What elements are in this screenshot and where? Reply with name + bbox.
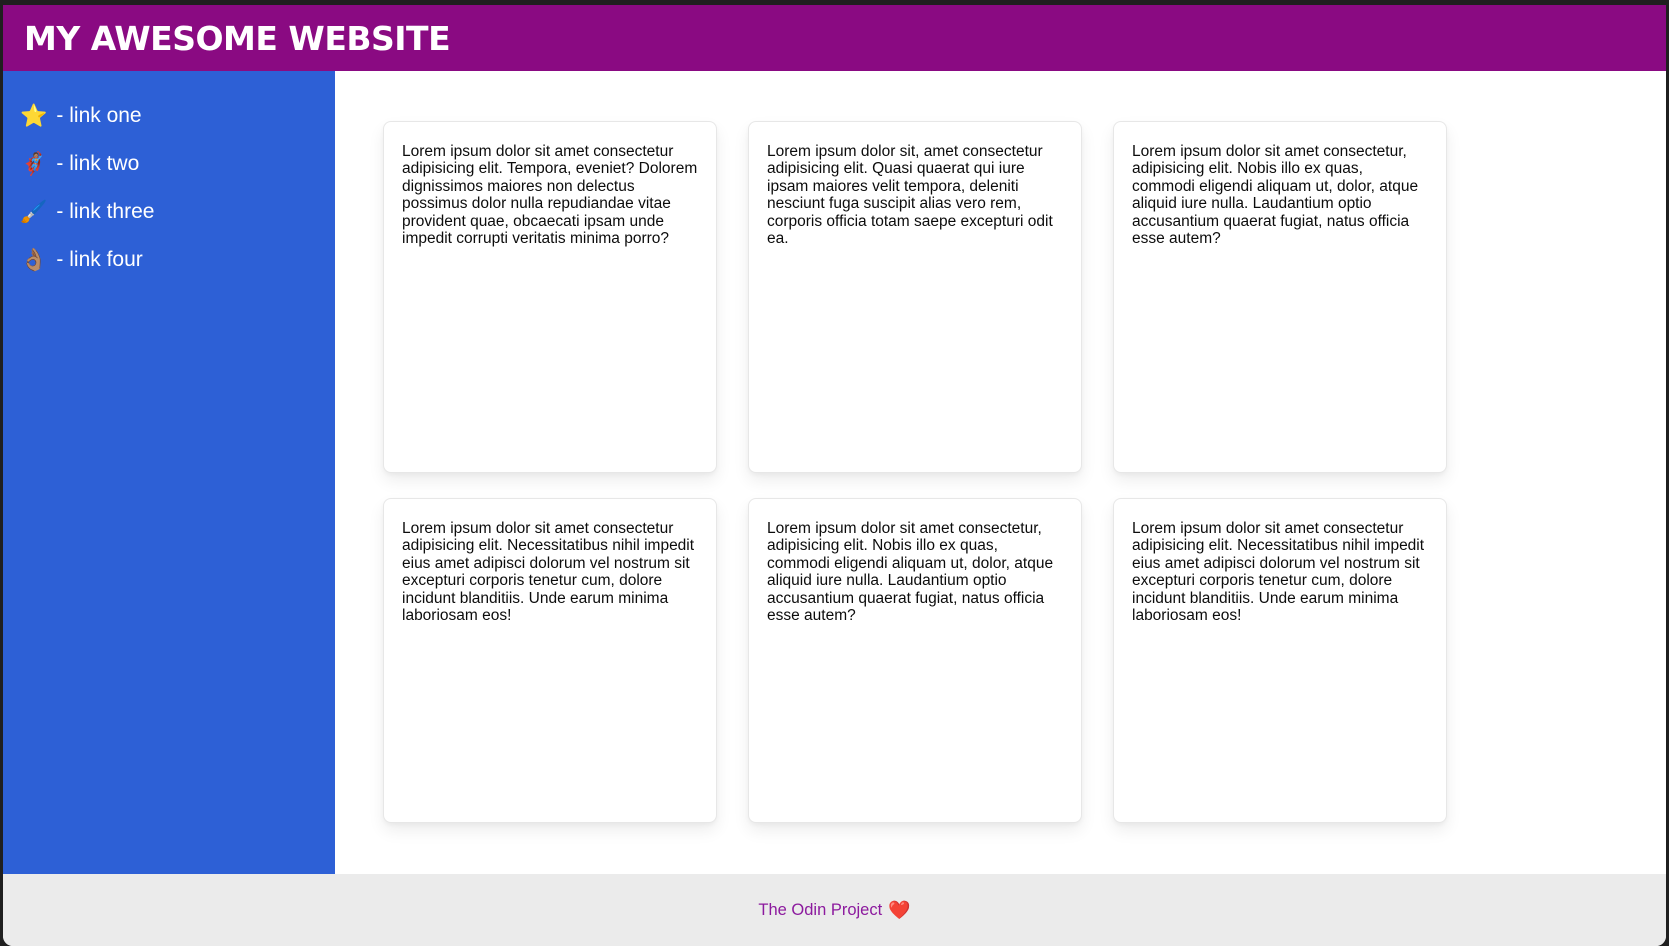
card-text: Lorem ipsum dolor sit amet consectetur, adipisicing elit. Nobis illo ex quas, commodi eligendi aliquam ut, dolor, atque aliquid iure nulla. Laudantium optio accusantium quaerat fugiat, natus officia esse autem? xyxy=(767,520,1054,625)
card-text: Lorem ipsum dolor sit, amet consectetur adipisicing elit. Quasi quaerat qui iure ipsam maiores velit tempora, deleniti nesciunt fuga suscipit alias vero rem, corporis officia totam saepe excepturi odit ea. xyxy=(767,143,1053,248)
paintbrush-icon: 🖌️ xyxy=(20,199,48,224)
card xyxy=(383,498,717,823)
sidebar-item-link-two[interactable] xyxy=(20,151,335,177)
header xyxy=(3,5,1666,71)
card-row xyxy=(383,121,1666,473)
card xyxy=(383,121,717,473)
sidebar xyxy=(3,71,335,874)
sidebar-item-link-three[interactable] xyxy=(20,199,335,225)
page-title: MY AWESOME WEBSITE xyxy=(24,18,451,58)
superhero-icon: 🦸🏽 xyxy=(20,151,48,176)
card-row xyxy=(383,498,1666,823)
card xyxy=(748,121,1082,473)
card-text: Lorem ipsum dolor sit amet consectetur adipisicing elit. Necessitatibus nihil impedit eius amet adipisci dolorum vel nostrum sit excepturi corporis tenetur cum, dolore incidunt blanditiis. Unde earum minima laboriosam eos! xyxy=(1132,520,1425,625)
heart-icon: ❤️ xyxy=(888,900,911,920)
sidebar-item-label: - link one xyxy=(56,104,142,127)
sidebar-item-label: - link two xyxy=(56,152,140,175)
sidebar-item-label: - link three xyxy=(56,200,155,223)
odin-project-link[interactable] xyxy=(758,901,910,920)
main-content xyxy=(335,71,1666,874)
sidebar-item-label: - link four xyxy=(56,248,143,271)
card-text: Lorem ipsum dolor sit amet consectetur, adipisicing elit. Nobis illo ex quas, commodi eligendi aliquam ut, dolor, atque aliquid iure nulla. Laudantium optio accusantium quaerat fugiat, natus officia esse autem? xyxy=(1132,143,1419,248)
cards-grid xyxy=(383,121,1666,823)
sidebar-item-link-four[interactable] xyxy=(20,247,335,273)
card xyxy=(748,498,1082,823)
sidebar-item-link-one[interactable] xyxy=(20,103,335,129)
footer xyxy=(3,874,1666,946)
card-text: Lorem ipsum dolor sit amet consectetur adipisicing elit. Necessitatibus nihil impedit eius amet adipisci dolorum vel nostrum sit excepturi corporis tenetur cum, dolore incidunt blanditiis. Unde earum minima laboriosam eos! xyxy=(402,520,695,625)
card-text: Lorem ipsum dolor sit amet consectetur adipisicing elit. Tempora, eveniet? Dolorem dignissimos maiores non delectus possimus dolor nulla repudiandae vitae provident quae, obcaecati ipsam unde impedit corrupti veritatis minima porro? xyxy=(402,143,698,248)
footer-link-text: The Odin Project xyxy=(758,900,883,919)
card xyxy=(1113,498,1447,823)
sidebar-nav-list xyxy=(3,71,335,273)
content-region xyxy=(3,71,1666,874)
ok-hand-icon: 👌🏽 xyxy=(20,247,48,272)
card xyxy=(1113,121,1447,473)
page xyxy=(3,5,1666,946)
star-icon: ⭐ xyxy=(20,103,48,128)
